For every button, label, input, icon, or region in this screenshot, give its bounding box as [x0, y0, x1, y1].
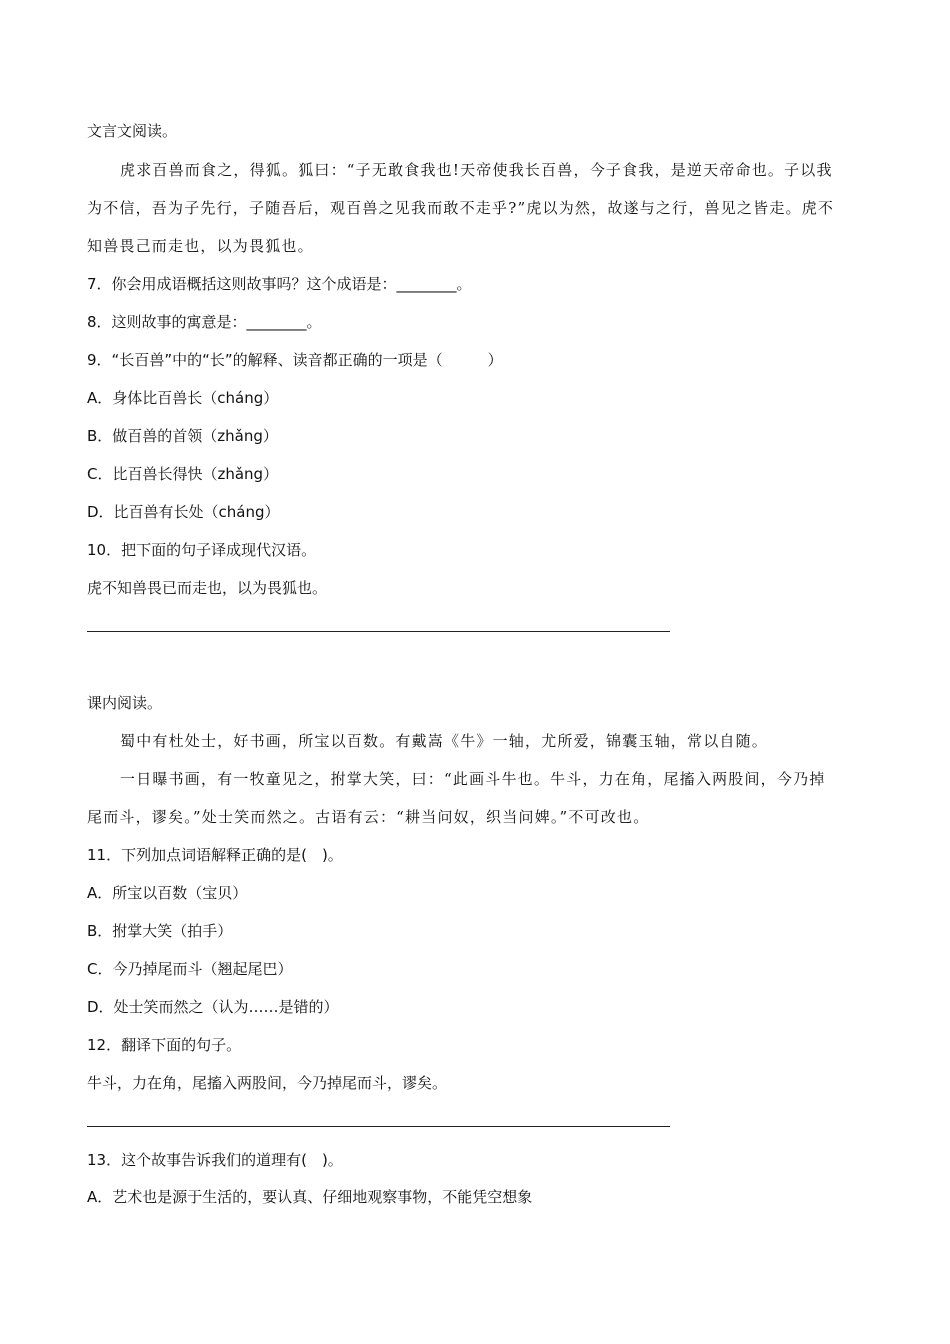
question-13-option-a: A．艺术也是源于生活的，要认真、仔细地观察事物，不能凭空想象	[87, 1188, 533, 1206]
question-9-option-d: D．比百兽有长处（cháng）	[87, 503, 280, 521]
passage1-line-2: 为不信，吾为子先行，子随吾后，观百兽之见我而敢不走乎?”虎以为然，故遂与之行，兽见之皆走。虎不	[87, 199, 835, 217]
section2-heading: 课内阅读。	[87, 694, 163, 712]
question-11-option-c: C．今乃掉尾而斗（翘起尾巴）	[87, 960, 293, 978]
question-12: 12．翻译下面的句子。	[87, 1036, 242, 1054]
question-11-option-a: A．所宝以百数（宝贝）	[87, 884, 248, 902]
answer-line-12	[87, 1126, 670, 1127]
question-9: 9．“长百兽”中的“长”的解释、读音都正确的一项是（ ）	[87, 351, 503, 369]
passage2-line-2: 一日曝书画，有一牧童见之，拊掌大笑，曰：“此画斗牛也。牛斗，力在角，尾搐入两股间，今乃掉	[120, 770, 826, 788]
passage2-line-1: 蜀中有杜处士，好书画，所宝以百数。有戴嵩《牛》一轴，尤所爱，锦囊玉轴，常以自随。	[120, 732, 769, 750]
question-11-option-d: D．处士笑而然之（认为……是错的）	[87, 998, 339, 1016]
answer-line-10	[87, 631, 670, 632]
passage1-line-3: 知兽畏己而走也，以为畏狐也。	[87, 237, 314, 255]
passage1-line-1: 虎求百兽而食之，得狐。狐曰：“子无敢食我也!天帝使我长百兽，今子食我，是逆天帝命也。子以我	[120, 161, 833, 179]
question-10: 10．把下面的句子译成现代汉语。	[87, 541, 317, 559]
question-11: 11．下列加点词语解释正确的是( )。	[87, 846, 343, 864]
passage2-line-3: 尾而斗，谬矣。”处士笑而然之。古语有云：“耕当问奴，织当问婢。”不可改也。	[87, 808, 650, 826]
question-7: 7．你会用成语概括这则故事吗？这个成语是：________。	[87, 275, 472, 293]
question-13: 13．这个故事告诉我们的道理有( )。	[87, 1151, 343, 1169]
question-9-option-c: C．比百兽长得快（zhǎng）	[87, 465, 279, 483]
section1-heading: 文言文阅读。	[87, 122, 178, 140]
question-8: 8．这则故事的寓意是：________。	[87, 313, 322, 331]
question-9-option-a: A．身体比百兽长（cháng）	[87, 389, 279, 407]
question-10-sentence: 虎不知兽畏已而走也，以为畏狐也。	[87, 579, 328, 597]
question-12-sentence: 牛斗，力在角，尾搐入两股间，今乃掉尾而斗，谬矣。	[87, 1074, 448, 1092]
question-9-option-b: B．做百兽的首领（zhǎng）	[87, 427, 278, 445]
question-11-option-b: B．拊掌大笑（拍手）	[87, 922, 233, 940]
